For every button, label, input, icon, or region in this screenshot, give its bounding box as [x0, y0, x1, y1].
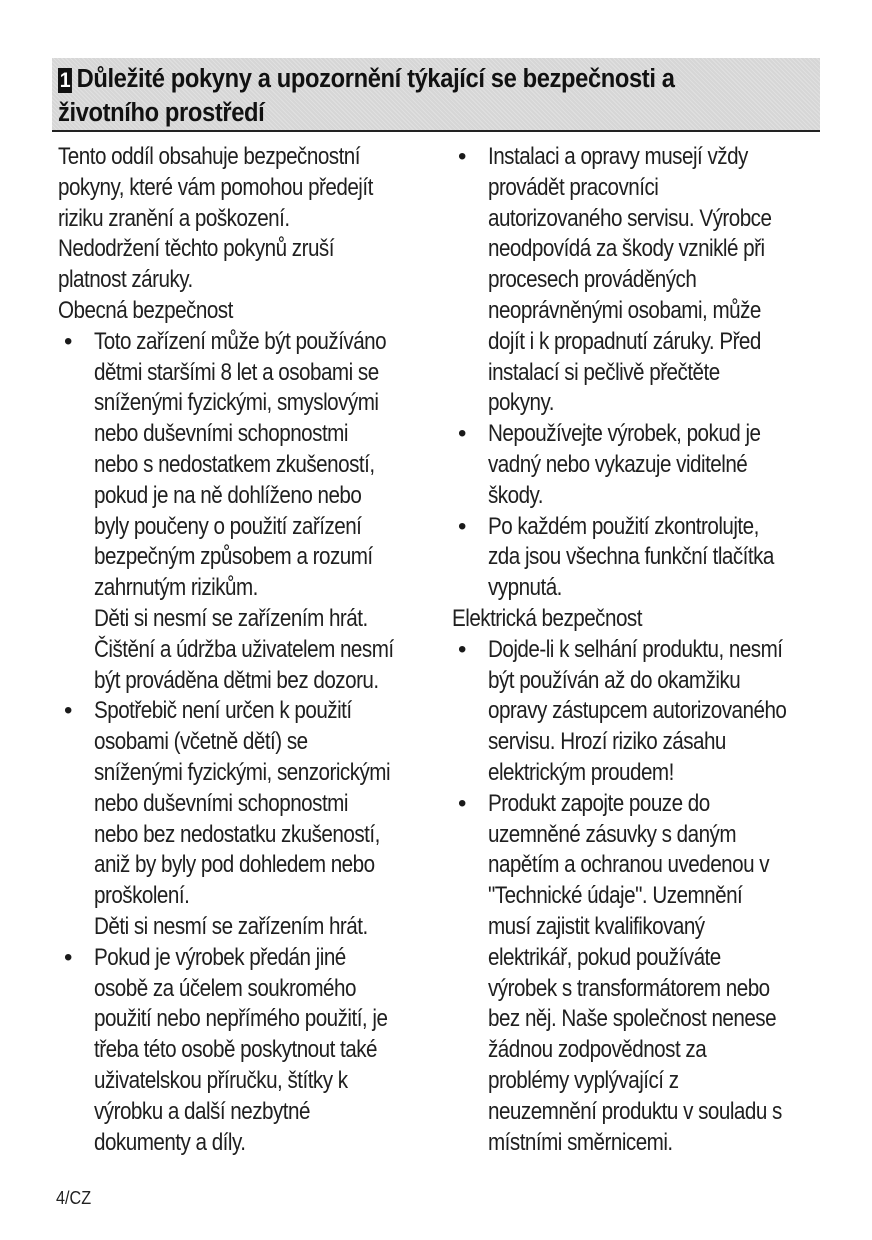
bullet-text: Spotřebič není určen k použití osobami (včetně dětí) se sníženými fyzickými, senzorickými nebo duševními schopnostmi nebo bez nedostatku zkušeností, aniž by byly pod dohledem nebo proškolení. Děti si nesmí se zařízením hrát.: [94, 697, 391, 940]
section-title-line2: životního prostředí: [58, 99, 265, 127]
subheading-electrical-safety: Elektrická bezpečnost: [452, 604, 642, 632]
bullet-text: Pokud je výrobek předán jiné osobě za účelem soukromého použití nebo nepřímého použití, je třeba této osobě poskytnout také uživatelskou příručku, štítky k výrobku a další nezbytné dokumenty a díly.: [94, 943, 388, 1156]
bullet-text: Toto zařízení může být používáno dětmi staršími 8 let a osobami se sníženými fyzickými, smyslovými nebo duševními schopnostmi nebo s nedostatkem zkušeností, pokud je na ně dohlíženo nebo byly poučeny o použití zařízení bezpečným způsobem a rozumí zahrnutým rizikům. Děti si nesmí se zařízením hrát. Čištění a údržba uživatelem nesmí být prováděna dětmi bez dozoru.: [94, 327, 394, 694]
list-item: [452, 789, 822, 1159]
list-item: [58, 943, 430, 1159]
list-item: [452, 635, 822, 789]
bullet-icon: •: [458, 635, 467, 663]
list-item: [58, 696, 430, 942]
page-number: 4/CZ: [56, 1188, 92, 1208]
section-header: [52, 58, 820, 132]
intro-paragraph: Tento oddíl obsahuje bezpečnostní pokyny, které vám pomohou předejít riziku zranění a poškození. Nedodržení těchto pokynů zruší platnost záruky.: [58, 143, 373, 294]
section-title-line1: Důležité pokyny a upozornění týkající se bezpečnosti a: [76, 65, 675, 93]
list-item: [452, 142, 822, 419]
list-item: [58, 327, 430, 697]
bullet-icon: •: [458, 512, 467, 540]
bullet-icon: •: [64, 697, 73, 725]
bullet-icon: •: [458, 143, 467, 170]
list-item: [452, 419, 822, 511]
section-title: [58, 62, 759, 130]
list-item: [452, 512, 822, 604]
bullet-text: Po každém použití zkontrolujte, zda jsou všechna funkční tlačítka vypnutá.: [488, 512, 774, 602]
bullet-text: Dojde-li k selhání produktu, nesmí být používán až do okamžiku opravy zástupcem autorizovaného servisu. Hrozí riziko zásahu elektrickým proudem!: [488, 635, 787, 786]
section-number-badge: 1: [59, 69, 71, 92]
bullet-icon: •: [64, 327, 73, 355]
bullet-text: Produkt zapojte pouze do uzemněné zásuvky s daným napětím a ochranou uvedenou v "Technické údaje". Uzemnění musí zajistit kvalifikovaný elektrikář, pokud používáte výrobek s transformátorem nebo bez něj. Naše společnost nenese žádnou zodpovědnost za problémy vyplývající z neuzemnění produktu v souladu s místními směrnicemi.: [488, 789, 782, 1156]
left-column: [58, 142, 430, 1158]
bullet-text: Instalaci a opravy musejí vždy provádět pracovníci autorizovaného servisu. Výrobce neodpovídá za škody vzniklé při procesech prováděných neoprávněnými osobami, může dojít i k propadnutí záruky. Před instalací si pečlivě přečtěte pokyny.: [488, 143, 772, 417]
bullet-icon: •: [458, 420, 467, 448]
subheading-general-safety: Obecná bezpečnost: [58, 296, 233, 324]
bullet-icon: •: [458, 789, 467, 817]
right-column: [452, 142, 822, 1158]
bullet-icon: •: [64, 943, 73, 971]
bullet-text: Nepoužívejte výrobek, pokud je vadný nebo vykazuje viditelné škody.: [488, 420, 761, 509]
